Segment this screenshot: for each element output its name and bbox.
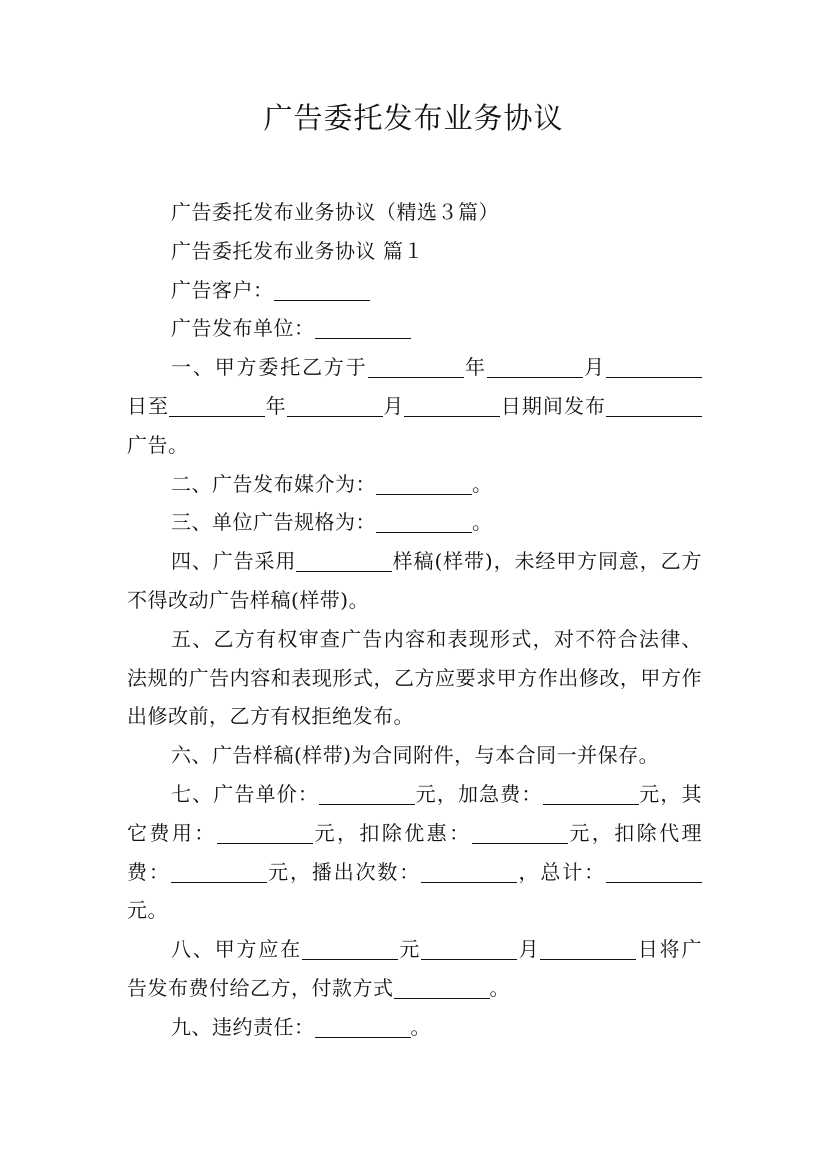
text-segment: 月 [382, 393, 405, 418]
paragraph-clause-3 [127, 503, 702, 542]
paragraph-subtitle [127, 193, 702, 232]
paragraph-clause-7 [127, 775, 702, 930]
blank-line [404, 392, 500, 417]
document-title: 广告委托发布业务协议 [263, 101, 564, 135]
text-segment: 元，其它费用： [127, 781, 703, 845]
blank-line [394, 974, 490, 999]
text-segment: 元，播出次数： [266, 859, 422, 884]
blank-line [376, 508, 472, 533]
blank-line [217, 819, 313, 844]
blank-line [319, 780, 415, 805]
text-segment: 四、广告采用 [171, 549, 297, 574]
text-segment: 元 [398, 937, 422, 962]
paragraph-clause-6 [127, 736, 702, 775]
paragraph-clause-1 [127, 348, 702, 464]
text-segment: 广告发布单位： [171, 316, 315, 341]
blank-line [274, 276, 370, 301]
text-segment: 九、违约责任： [171, 1014, 315, 1039]
text-segment: 月 [517, 937, 541, 962]
blank-line [296, 547, 392, 572]
text-segment: 日将广告发布费付给乙方，付款方式 [127, 937, 703, 1000]
text-segment: 元。 [127, 898, 168, 923]
blank-line [315, 1013, 411, 1038]
paragraph-clause-8 [127, 930, 702, 1008]
text-segment: 样稿(样带)，未经甲方同意，乙方不得改动广告样稿(样带)。 [127, 549, 703, 612]
text-segment: 。 [410, 1014, 431, 1039]
blank-line [606, 858, 702, 883]
blank-line [540, 935, 636, 960]
text-segment: 元，加急费： [415, 781, 543, 806]
text-segment: 七、广告单价： [171, 781, 320, 806]
text-segment: ，总计： [517, 859, 607, 884]
blank-line [368, 353, 464, 378]
blank-line [472, 819, 568, 844]
text-segment: 年 [463, 355, 487, 380]
text-segment: 元，扣除代理费： [127, 820, 703, 884]
text-segment: 八、甲方应在 [171, 937, 303, 962]
text-segment: 。 [472, 471, 493, 496]
text-segment: 日期间发布 [500, 393, 607, 418]
blank-line [606, 353, 702, 378]
blank-line [543, 780, 639, 805]
text-segment: 二、广告发布媒介为： [171, 471, 376, 496]
paragraph-client [127, 271, 702, 310]
blank-line [315, 314, 411, 339]
text-segment: 五、乙方有权审查广告内容和表现形式，对不符合法律、法规的广告内容和表现形式，乙方应要求甲方作出修改，甲方作出修改前，乙方有权拒绝发布。 [127, 626, 702, 729]
blank-line [606, 392, 702, 417]
text-segment: 广告委托发布业务协议（精选３篇） [171, 200, 499, 224]
text-segment: 。 [489, 975, 510, 1000]
paragraph-clause-5 [127, 620, 702, 736]
text-segment: 六、广告样稿(样带)为合同附件，与本合同一并保存。 [171, 743, 660, 768]
text-segment: 元，扣除优惠： [312, 820, 472, 845]
text-segment: 三、单位广告规格为： [171, 510, 376, 535]
blank-line [487, 353, 583, 378]
document-body [127, 193, 702, 1047]
paragraph-clause-4 [127, 542, 702, 620]
blank-line [376, 470, 472, 495]
paragraph-clause-2 [127, 465, 702, 504]
blank-line [287, 392, 383, 417]
text-segment: 一、甲方委托乙方于 [171, 355, 368, 380]
blank-line [421, 858, 517, 883]
blank-line [421, 935, 517, 960]
paragraph-publisher [127, 309, 702, 348]
paragraph-section-heading [127, 232, 702, 271]
blank-line [302, 935, 398, 960]
text-segment: 日至 [127, 393, 170, 418]
blank-line [171, 858, 267, 883]
blank-line [169, 392, 265, 417]
text-segment: 广告。 [127, 432, 189, 457]
text-segment: 月 [582, 355, 607, 380]
text-segment: 广告委托发布业务协议 篇１ [171, 238, 424, 263]
text-segment: 广告客户： [171, 277, 274, 302]
text-segment: 。 [472, 510, 493, 535]
paragraph-clause-9 [127, 1008, 702, 1047]
text-segment: 年 [265, 393, 287, 418]
